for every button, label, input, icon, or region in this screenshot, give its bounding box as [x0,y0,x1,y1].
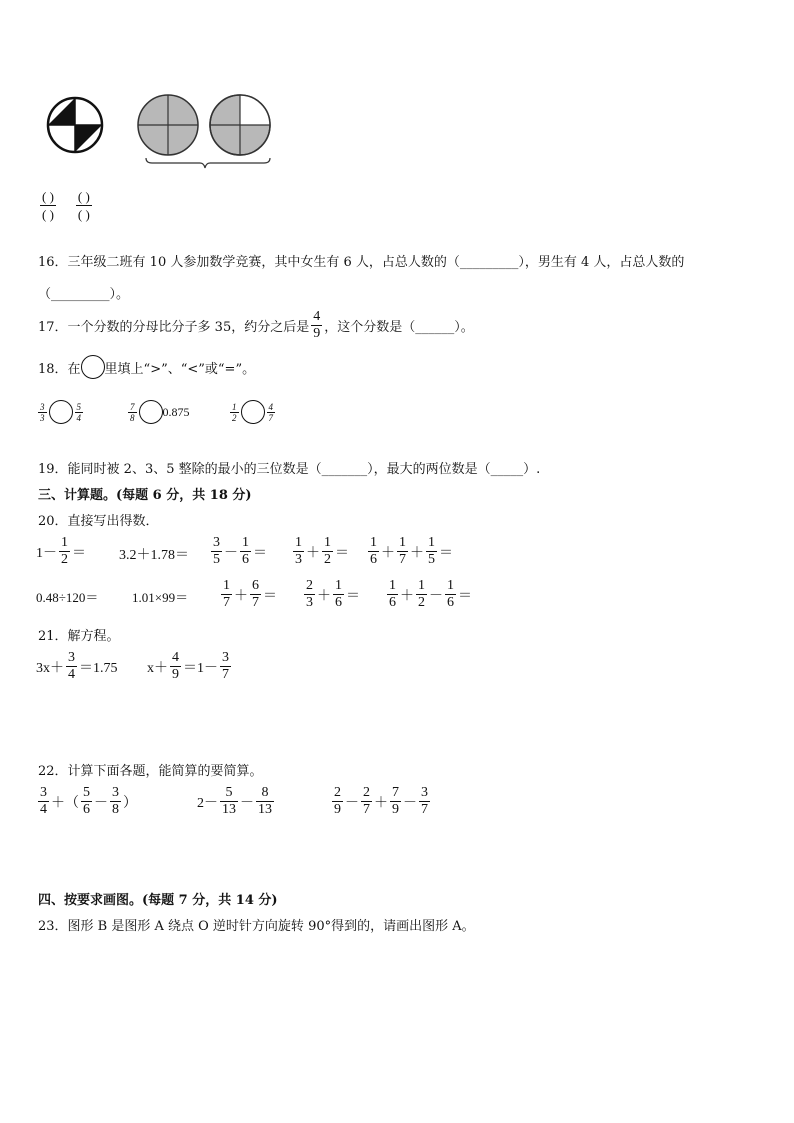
q22-e2-op: － [240,795,254,811]
q18 [38,355,255,379]
q20-r1-e1-eq: ＝ [72,545,86,561]
q20-r2-e4-op: ＋ [317,588,331,604]
q21-eq2-den2: 7 [222,667,229,682]
fraction-circles-figure [40,88,280,173]
compare-circle-icon [81,355,105,379]
q20-r2-e3-n2: 6 [252,578,259,593]
q20-r2-e5-n2: 1 [418,578,425,593]
q18-2-left-num: 7 [130,401,135,412]
q18-3-left-num: 1 [232,401,237,412]
q21-title: 21．解方程。 [38,629,120,644]
q22-title: 22．计算下面各题，能简算的要简算。 [38,764,263,779]
q20-r1-e4 [291,535,349,568]
q22-e1-d3: 8 [112,802,119,817]
gray-circle-three-quarters [210,95,270,155]
q21-eq2-den: 9 [172,667,179,682]
q20-r2-e3-op: ＋ [234,588,248,604]
q20-r1-e3-n1: 3 [213,535,220,550]
q20-r2-e3-n1: 1 [223,578,230,593]
q20-r1-e5-d3: 5 [428,552,435,567]
q20-r2-e3-eq: ＝ [263,588,277,604]
q20-title: 20．直接写出得数． [38,514,159,529]
q20-r2-e5-d2: 2 [418,595,425,610]
q21-eq2-num2: 3 [222,650,229,665]
q20-r2-e5-n3: 1 [447,578,454,593]
q22-e2-d1: 13 [222,802,236,817]
q20-r2-e1: 0.48÷120＝ [36,590,99,605]
q20-r1-e5-n2: 1 [399,535,406,550]
q22-e1-op: ＋（ [51,795,79,811]
q20-r2-e3-d1: 7 [223,595,230,610]
q20-r1-e5-op1: ＋ [381,545,395,561]
q17-den: 9 [313,326,321,341]
q17-num: 4 [313,309,321,324]
q20-r2-e4-eq: ＝ [346,588,360,604]
q21-eq1-a: 3x＋ [36,660,64,676]
q20-r1-e5-n1: 1 [370,535,377,550]
q22-e3-n4: 3 [421,785,428,800]
q21-eq2-b: ＝1－ [183,660,218,676]
q16-line2: （_________）。 [38,287,130,302]
q23: 23．图形 B 是图形 A 绕点 O 逆时针方向旋转 90°得到的，请画出图形 A。 [38,919,475,934]
q20-r2-e4-d1: 3 [306,595,313,610]
q20-r2-e5-op2: － [429,588,443,604]
q20-r2-e2: 1.01×99＝ [132,590,189,605]
brace [146,158,270,168]
q22-e2-n1: 5 [225,785,233,800]
q21-eq2-num: 4 [172,650,179,665]
q20-r1-e3-eq: ＝ [253,545,267,561]
q17 [38,309,474,342]
q20-r2-e4-d2: 6 [335,595,342,610]
q22-e3-n3: 7 [392,785,399,800]
q18-3-left-den: 2 [232,412,237,423]
q18-3-right-den: 7 [268,412,273,423]
q18-3-right-num: 4 [268,401,273,412]
q20-r2-e3 [219,578,277,611]
q22-e3-op1: － [345,795,359,811]
q17-before: 17．一个分数的分母比分子多 35，约分之后是 [38,320,310,335]
q20-r2-e5-eq: ＝ [458,588,472,604]
q22-e3-d1: 9 [334,802,341,817]
q18-1-right-den: 4 [76,412,81,423]
q18-item-2 [126,400,190,424]
q20-r1-e5-d2: 7 [399,552,406,567]
q21-eq2 [147,650,233,683]
q21-eq1-den: 4 [68,667,75,682]
q22-e3-d3: 9 [392,802,399,817]
q20-r1-e3 [209,535,267,568]
q20-r1-e4-n1: 1 [295,535,302,550]
q20-r1-e5-eq: ＝ [439,545,453,561]
q18-2-right: 0.875 [162,404,190,419]
q20-r2-e4-n1: 2 [306,578,313,593]
q21-eq1 [36,650,118,683]
q22-e3-d2: 7 [363,802,370,817]
q20-r1-e3-d2: 6 [242,552,249,567]
section-4-title: 四、按要求画图。(每题 7 分，共 14 分) [38,893,278,908]
q22-e2-n2: 8 [261,785,269,800]
q20-r1-e4-n2: 1 [324,535,331,550]
q22-e1 [36,785,137,818]
q20-r1-e1-a: 1－ [36,545,57,561]
q20-r1-e4-op: ＋ [306,545,320,561]
q18-1-left-den: 3 [40,412,45,423]
q20-r2-e5-op1: ＋ [400,588,414,604]
q20-r1-e5-op2: ＋ [410,545,424,561]
q22-e3-n2: 2 [363,785,370,800]
q20-r2-e4-n2: 1 [335,578,342,593]
fig15-answer-blanks [38,188,94,223]
q20-r1-e1-den: 2 [61,552,68,567]
q22-e2-a: 2－ [197,795,218,811]
q18-2-left-den: 8 [130,412,135,423]
q20-r1-e3-op: － [224,545,238,561]
blank-denominator-1[interactable]: ( ) [42,207,54,222]
q20-r1-e2: 3.2＋1.78＝ [119,548,189,563]
quarter-shaded-circle [48,98,102,152]
q20-r2-e5 [385,578,472,611]
q22-e1-n1: 3 [40,785,47,800]
q20-r2-e4 [302,578,360,611]
q22-e2-d2: 13 [258,802,272,817]
q22-e3-op3: － [403,795,417,811]
q17-after: ，这个分数是（______）。 [324,320,474,335]
blank-numerator-1[interactable]: ( ) [42,189,54,204]
q20-r1-e4-d2: 2 [324,552,331,567]
gray-circle-full [138,95,198,155]
q20-r1-e4-eq: ＝ [335,545,349,561]
q22-e1-n2: 5 [83,785,90,800]
q22-e3-op2: ＋ [374,795,388,811]
q20-r1-e5-d1: 6 [370,552,377,567]
q20-r2-e3-d2: 7 [252,595,259,610]
q21-eq1-b: ＝1.75 [79,660,118,676]
q22-e3 [330,785,432,818]
q20-r1-e3-n2: 1 [242,535,249,550]
q22-e1-d1: 4 [40,802,47,817]
q18-before: 18．在 [38,361,81,377]
compare-circle-3[interactable] [241,400,265,424]
compare-circle-2[interactable] [139,400,163,424]
q20-r2-e5-n1: 1 [389,578,396,593]
q20-r1-e5 [366,535,453,568]
q18-item-1 [36,400,85,424]
q20-r1-e1 [36,535,86,568]
q20-r1-e4-d1: 3 [295,552,302,567]
q16-line1: 16．三年级二班有 10 人参加数学竞赛，其中女生有 6 人，占总人数的（_________），男生有 4 人，占总人数的 [38,255,685,270]
q20-r1-e1-num: 1 [61,535,68,550]
q22-e2 [197,785,276,818]
compare-circle-1[interactable] [49,400,73,424]
q22-e3-d4: 7 [421,802,428,817]
blank-denominator-2[interactable]: ( ) [77,207,90,222]
q18-1-right-num: 5 [76,401,81,412]
q19: 19．能同时被 2、3、5 整除的最小的三位数是（_______），最大的两位数是（_____）. [38,462,541,477]
q20-r2-e5-d3: 6 [447,595,454,610]
q18-after: 里填上“>”、“<”或“=”。 [104,361,256,377]
q18-1-left-num: 3 [40,401,45,412]
q22-e1-n3: 3 [112,785,119,800]
blank-numerator-2[interactable]: ( ) [77,189,90,204]
q22-e3-n1: 2 [334,785,341,800]
q21-eq1-num: 3 [68,650,75,665]
q21-eq2-a: x＋ [147,660,168,676]
q22-e1-d2: 6 [83,802,90,817]
q22-e1-close: ） [123,795,137,811]
section-3-title: 三、计算题。(每题 6 分，共 18 分) [38,488,252,503]
q22-e1-op2: － [94,795,108,811]
q18-item-3 [228,400,277,424]
q20-r1-e3-d1: 5 [213,552,220,567]
q20-r1-e5-n3: 1 [428,535,435,550]
q20-r2-e5-d1: 6 [389,595,396,610]
